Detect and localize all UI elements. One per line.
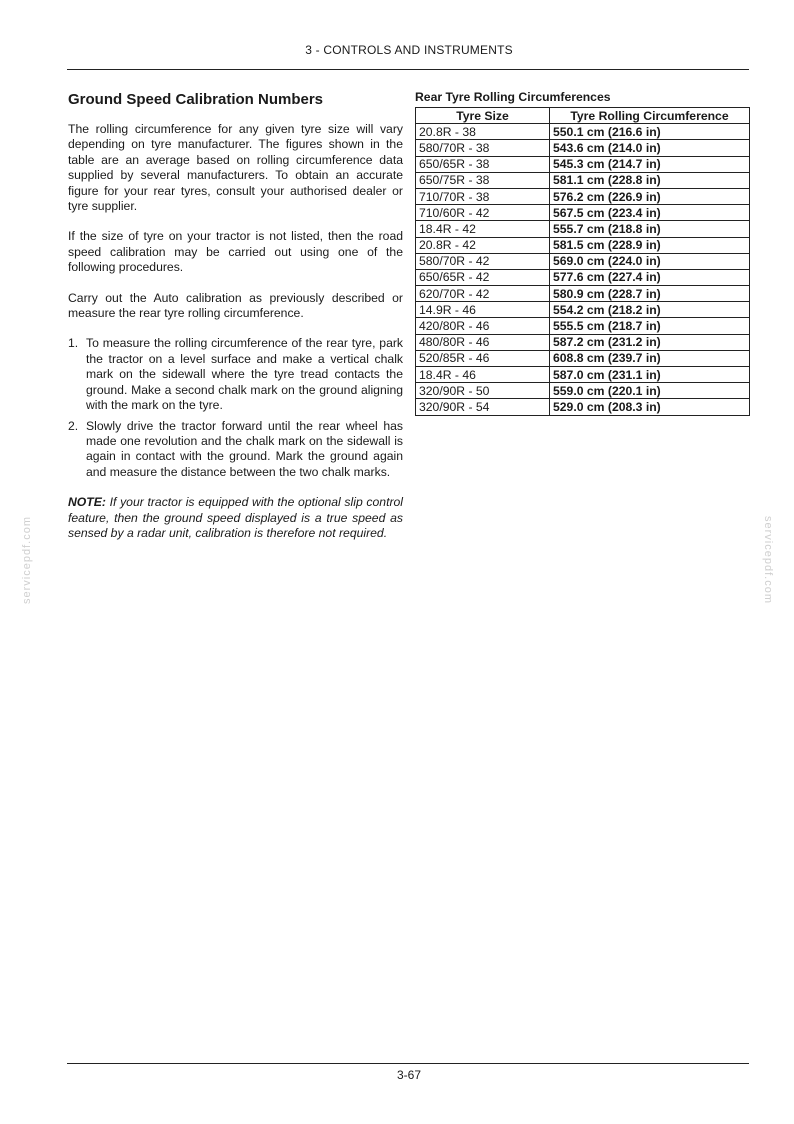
tyre-size-cell: 20.8R - 42 (416, 237, 550, 253)
tyre-size-cell: 580/70R - 38 (416, 140, 550, 156)
circumference-cell: 554.2 cm (218.2 in) (550, 302, 750, 318)
section-title: Ground Speed Calibration Numbers (68, 91, 324, 108)
step-number: 1. (68, 336, 79, 351)
unlisted-tyre-paragraph: If the size of tyre on your tractor is not listed, then the road speed calibration may be carried out using one of the following procedures. (68, 229, 403, 275)
circumference-cell: 529.0 cm (208.3 in) (550, 399, 750, 415)
step-number: 2. (68, 418, 79, 433)
procedure-step (68, 419, 403, 481)
table-row (416, 205, 750, 221)
tyre-size-cell: 520/85R - 46 (416, 350, 550, 366)
footer-rule (67, 1063, 749, 1064)
tyre-size-cell: 320/90R - 54 (416, 399, 550, 415)
tyre-size-cell: 620/70R - 42 (416, 286, 550, 302)
circumference-cell: 555.5 cm (218.7 in) (550, 318, 750, 334)
table-row (416, 334, 750, 350)
table-row (416, 237, 750, 253)
tyre-size-cell: 710/60R - 42 (416, 205, 550, 221)
tyre-size-cell: 580/70R - 42 (416, 253, 550, 269)
watermark-left: servicepdf.com (21, 516, 33, 604)
table-row (416, 221, 750, 237)
table-row (416, 172, 750, 188)
intro-paragraph: The rolling circumference for any given tyre size will vary depending on tyre manufacturer. The figures shown in the table are an average based on rolling circumference data supplied by several manufacturers. To obtain an accurate figure for your rear tyres, consult your authorised dealer or tyre supplier. (68, 122, 403, 214)
table-title: Rear Tyre Rolling Circumferences (415, 90, 611, 104)
table-row (416, 156, 750, 172)
tyre-size-cell: 650/75R - 38 (416, 172, 550, 188)
circumference-cell: 555.7 cm (218.8 in) (550, 221, 750, 237)
circumference-cell: 608.8 cm (239.7 in) (550, 350, 750, 366)
circumference-cell: 545.3 cm (214.7 in) (550, 156, 750, 172)
circumference-cell: 576.2 cm (226.9 in) (550, 188, 750, 204)
circumference-cell: 559.0 cm (220.1 in) (550, 383, 750, 399)
circumference-cell: 581.1 cm (228.8 in) (550, 172, 750, 188)
page-number: 3-67 (396, 1068, 422, 1082)
table-header-row (416, 108, 750, 124)
tyre-size-cell: 420/80R - 46 (416, 318, 550, 334)
header-rule (67, 69, 749, 70)
tyre-table (415, 107, 750, 416)
tyre-size-cell: 18.4R - 46 (416, 367, 550, 383)
right-column (415, 90, 750, 416)
circumference-cell: 577.6 cm (227.4 in) (550, 269, 750, 285)
procedure-step (68, 336, 403, 413)
note-label: NOTE: (68, 495, 106, 510)
step-text: To measure the rolling circumference of the rear tyre, park the tractor on a level surface and make a vertical chalk mark on the sidewall where the tyre tread contacts the ground. Make a second chalk mark on the ground aligning with the mark on the tyre. (86, 336, 403, 413)
circumference-cell: 569.0 cm (224.0 in) (550, 253, 750, 269)
table-row (416, 302, 750, 318)
circumference-cell: 567.5 cm (223.4 in) (550, 205, 750, 221)
watermark-right: servicepdf.com (762, 516, 774, 604)
tyre-size-cell: 650/65R - 42 (416, 269, 550, 285)
tyre-size-cell: 480/80R - 46 (416, 334, 550, 350)
circumference-cell: 580.9 cm (228.7 in) (550, 286, 750, 302)
tyre-size-cell: 18.4R - 42 (416, 221, 550, 237)
left-column (68, 90, 403, 554)
column-header-tyre-size: Tyre Size (416, 108, 550, 124)
circumference-cell: 587.2 cm (231.2 in) (550, 334, 750, 350)
tyre-size-cell: 320/90R - 50 (416, 383, 550, 399)
circumference-cell: 587.0 cm (231.1 in) (550, 367, 750, 383)
auto-calibration-paragraph: Carry out the Auto calibration as previously described or measure the rear tyre rolling circumference. (68, 290, 403, 321)
procedure-steps (68, 336, 403, 480)
circumference-cell: 581.5 cm (228.9 in) (550, 237, 750, 253)
table-row (416, 188, 750, 204)
table-row (416, 383, 750, 399)
tyre-size-cell: 20.8R - 38 (416, 124, 550, 140)
table-row (416, 367, 750, 383)
table-row (416, 399, 750, 415)
table-row (416, 286, 750, 302)
tyre-size-cell: 710/70R - 38 (416, 188, 550, 204)
table-row (416, 350, 750, 366)
running-header: 3 - CONTROLS AND INSTRUMENTS (305, 43, 513, 57)
step-text: Slowly drive the tractor forward until the rear wheel has made one revolution and the chalk mark on the sidewall is again in contact with the ground. Mark the ground again and measure the distance between the two chalk marks. (86, 418, 403, 479)
circumference-cell: 550.1 cm (216.6 in) (550, 124, 750, 140)
table-row (416, 124, 750, 140)
column-header-circumference: Tyre Rolling Circumference (550, 108, 750, 124)
note (68, 495, 403, 541)
table-row (416, 140, 750, 156)
table-row (416, 318, 750, 334)
table-row (416, 253, 750, 269)
note-text: If your tractor is equipped with the optional slip control feature, then the ground speed displayed is a true speed as sensed by a radar unit, calibration is therefore not required. (68, 495, 403, 540)
table-row (416, 269, 750, 285)
tyre-size-cell: 14.9R - 46 (416, 302, 550, 318)
tyre-table-body (416, 124, 750, 415)
tyre-size-cell: 650/65R - 38 (416, 156, 550, 172)
circumference-cell: 543.6 cm (214.0 in) (550, 140, 750, 156)
